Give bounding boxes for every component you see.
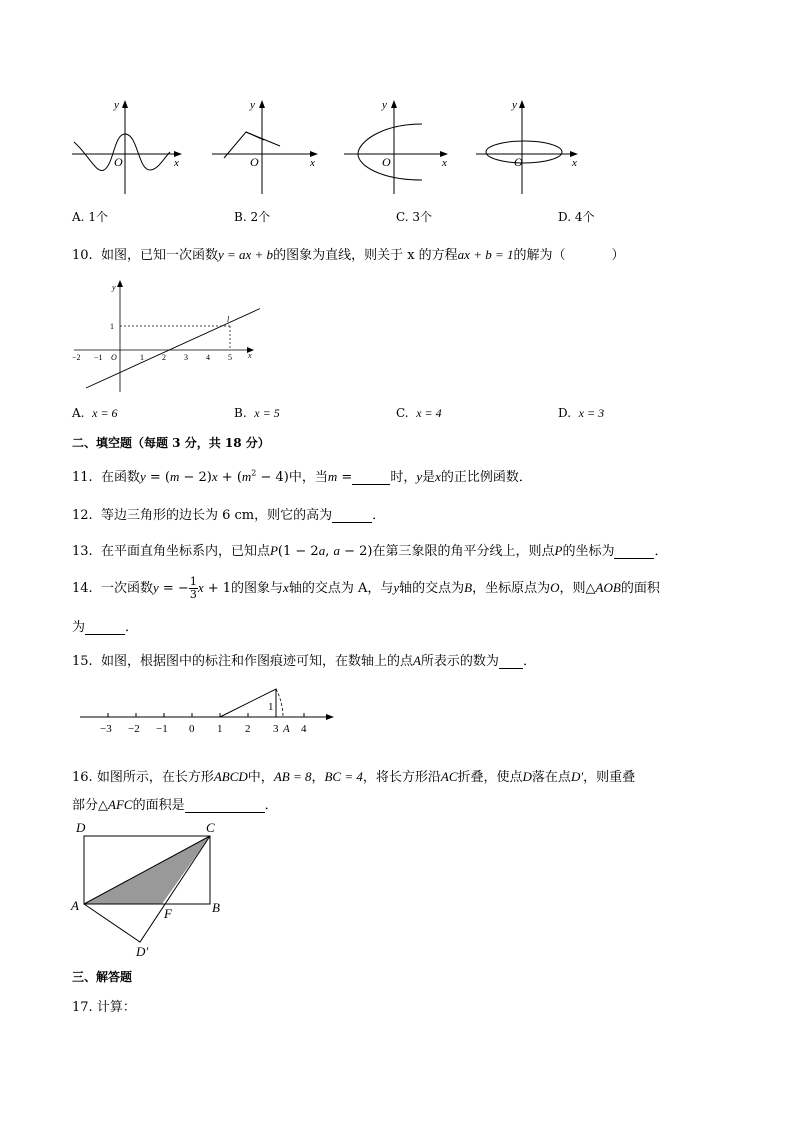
svg-text:1: 1 (268, 701, 274, 713)
svg-text:O: O (111, 353, 117, 362)
q10-option-a: A. x = 6 (72, 406, 118, 420)
section-2-heading: 二、填空题（每题 3 分，共 18 分） (72, 436, 270, 450)
svg-text:O: O (514, 155, 523, 169)
question-11: 11. 在函数$y = (m - 2)x + (m^2 - 4)$中，当m = 时，y是x的正比例函数． (72, 468, 532, 485)
svg-text:−1: −1 (156, 723, 168, 735)
section-3-heading: 三、解答题 (72, 970, 133, 984)
question-10: 10. 如图，已知一次函数y = ax + b的图象为直线，则关于 x 的方程ax + b = 1的解为（ ） (72, 247, 625, 263)
svg-text:x: x (572, 157, 577, 169)
svg-text:C: C (206, 820, 215, 835)
svg-text:1: 1 (217, 723, 223, 735)
svg-text:y: y (382, 99, 387, 111)
svg-text:O: O (382, 155, 391, 169)
svg-text:x: x (310, 157, 315, 169)
svg-text:5: 5 (228, 353, 232, 362)
q9-option-d: D. 4个 (558, 210, 595, 224)
question-16: 16. 如图所示，在长方形ABCD中，AB = 8，BC = 4，将长方形沿AC折叠，使点D落在点D′，则重叠 (72, 769, 636, 785)
q10-option-b: B. x = 5 (234, 406, 280, 420)
q9-graph-d (474, 96, 589, 196)
svg-text:2: 2 (162, 353, 166, 362)
q9-graph-c (342, 96, 457, 196)
svg-text:−2: −2 (72, 353, 81, 362)
svg-text:l: l (227, 315, 230, 324)
svg-text:D: D (76, 820, 86, 835)
svg-text:A: A (71, 898, 79, 913)
svg-text:y: y (112, 283, 116, 292)
question-15: 15. 如图，根据图中的标注和作图痕迹可知，在数轴上的点A所表示的数为 ． (72, 653, 536, 669)
q9-graph-a (70, 96, 185, 196)
question-12: 12. 等边三角形的边长为 6 cm，则它的高为 ． (72, 508, 386, 523)
svg-text:0: 0 (189, 723, 195, 735)
svg-text:y: y (250, 99, 255, 111)
q10-option-c: C. x = 4 (396, 406, 442, 420)
svg-text:F: F (164, 906, 172, 921)
svg-text:D′: D′ (136, 944, 149, 959)
svg-text:A: A (283, 723, 290, 735)
svg-text:O: O (250, 155, 259, 169)
svg-text:3: 3 (273, 723, 279, 735)
q16-figure (68, 816, 238, 962)
svg-text:1: 1 (140, 353, 144, 362)
svg-text:x: x (248, 351, 252, 360)
svg-text:4: 4 (206, 353, 210, 362)
q9-option-c: C. 3个 (396, 210, 433, 224)
svg-text:2: 2 (245, 723, 251, 735)
question-13: 13. 在平面直角坐标系内，已知点P(1 − 2a, a − 2)在第三象限的角平分线上，则点P的坐标为 ． (72, 543, 668, 559)
svg-text:4: 4 (301, 723, 307, 735)
question-16-line2: 部分△AFC的面积是 ． (72, 797, 278, 813)
question-14-line2: 为 ． (72, 620, 139, 635)
q9-graph-b (210, 96, 325, 196)
svg-text:O: O (114, 155, 123, 169)
svg-text:y: y (512, 99, 517, 111)
q9-option-b: B. 2个 (234, 210, 271, 224)
question-14: 14. 一次函数y = − $\frac{1}{3}$ x + 1的图象与x轴的交点为 A，与y轴的交点为B，坐标原点为O，则△AOB的面积 (72, 575, 660, 601)
svg-text:−2: −2 (128, 723, 140, 735)
svg-text:x: x (174, 157, 179, 169)
q10-option-d: D. x = 3 (558, 406, 605, 420)
question-17: 17. 计算： (72, 1000, 136, 1015)
svg-text:1: 1 (110, 322, 114, 331)
q15-number-line (78, 680, 340, 740)
svg-text:y: y (114, 99, 119, 111)
svg-text:3: 3 (184, 353, 188, 362)
q10-graph (70, 276, 260, 396)
svg-text:−1: −1 (94, 353, 103, 362)
svg-text:−3: −3 (100, 723, 112, 735)
q9-option-a: A. 1个 (72, 210, 108, 224)
svg-text:B: B (212, 900, 220, 915)
svg-text:x: x (442, 157, 447, 169)
